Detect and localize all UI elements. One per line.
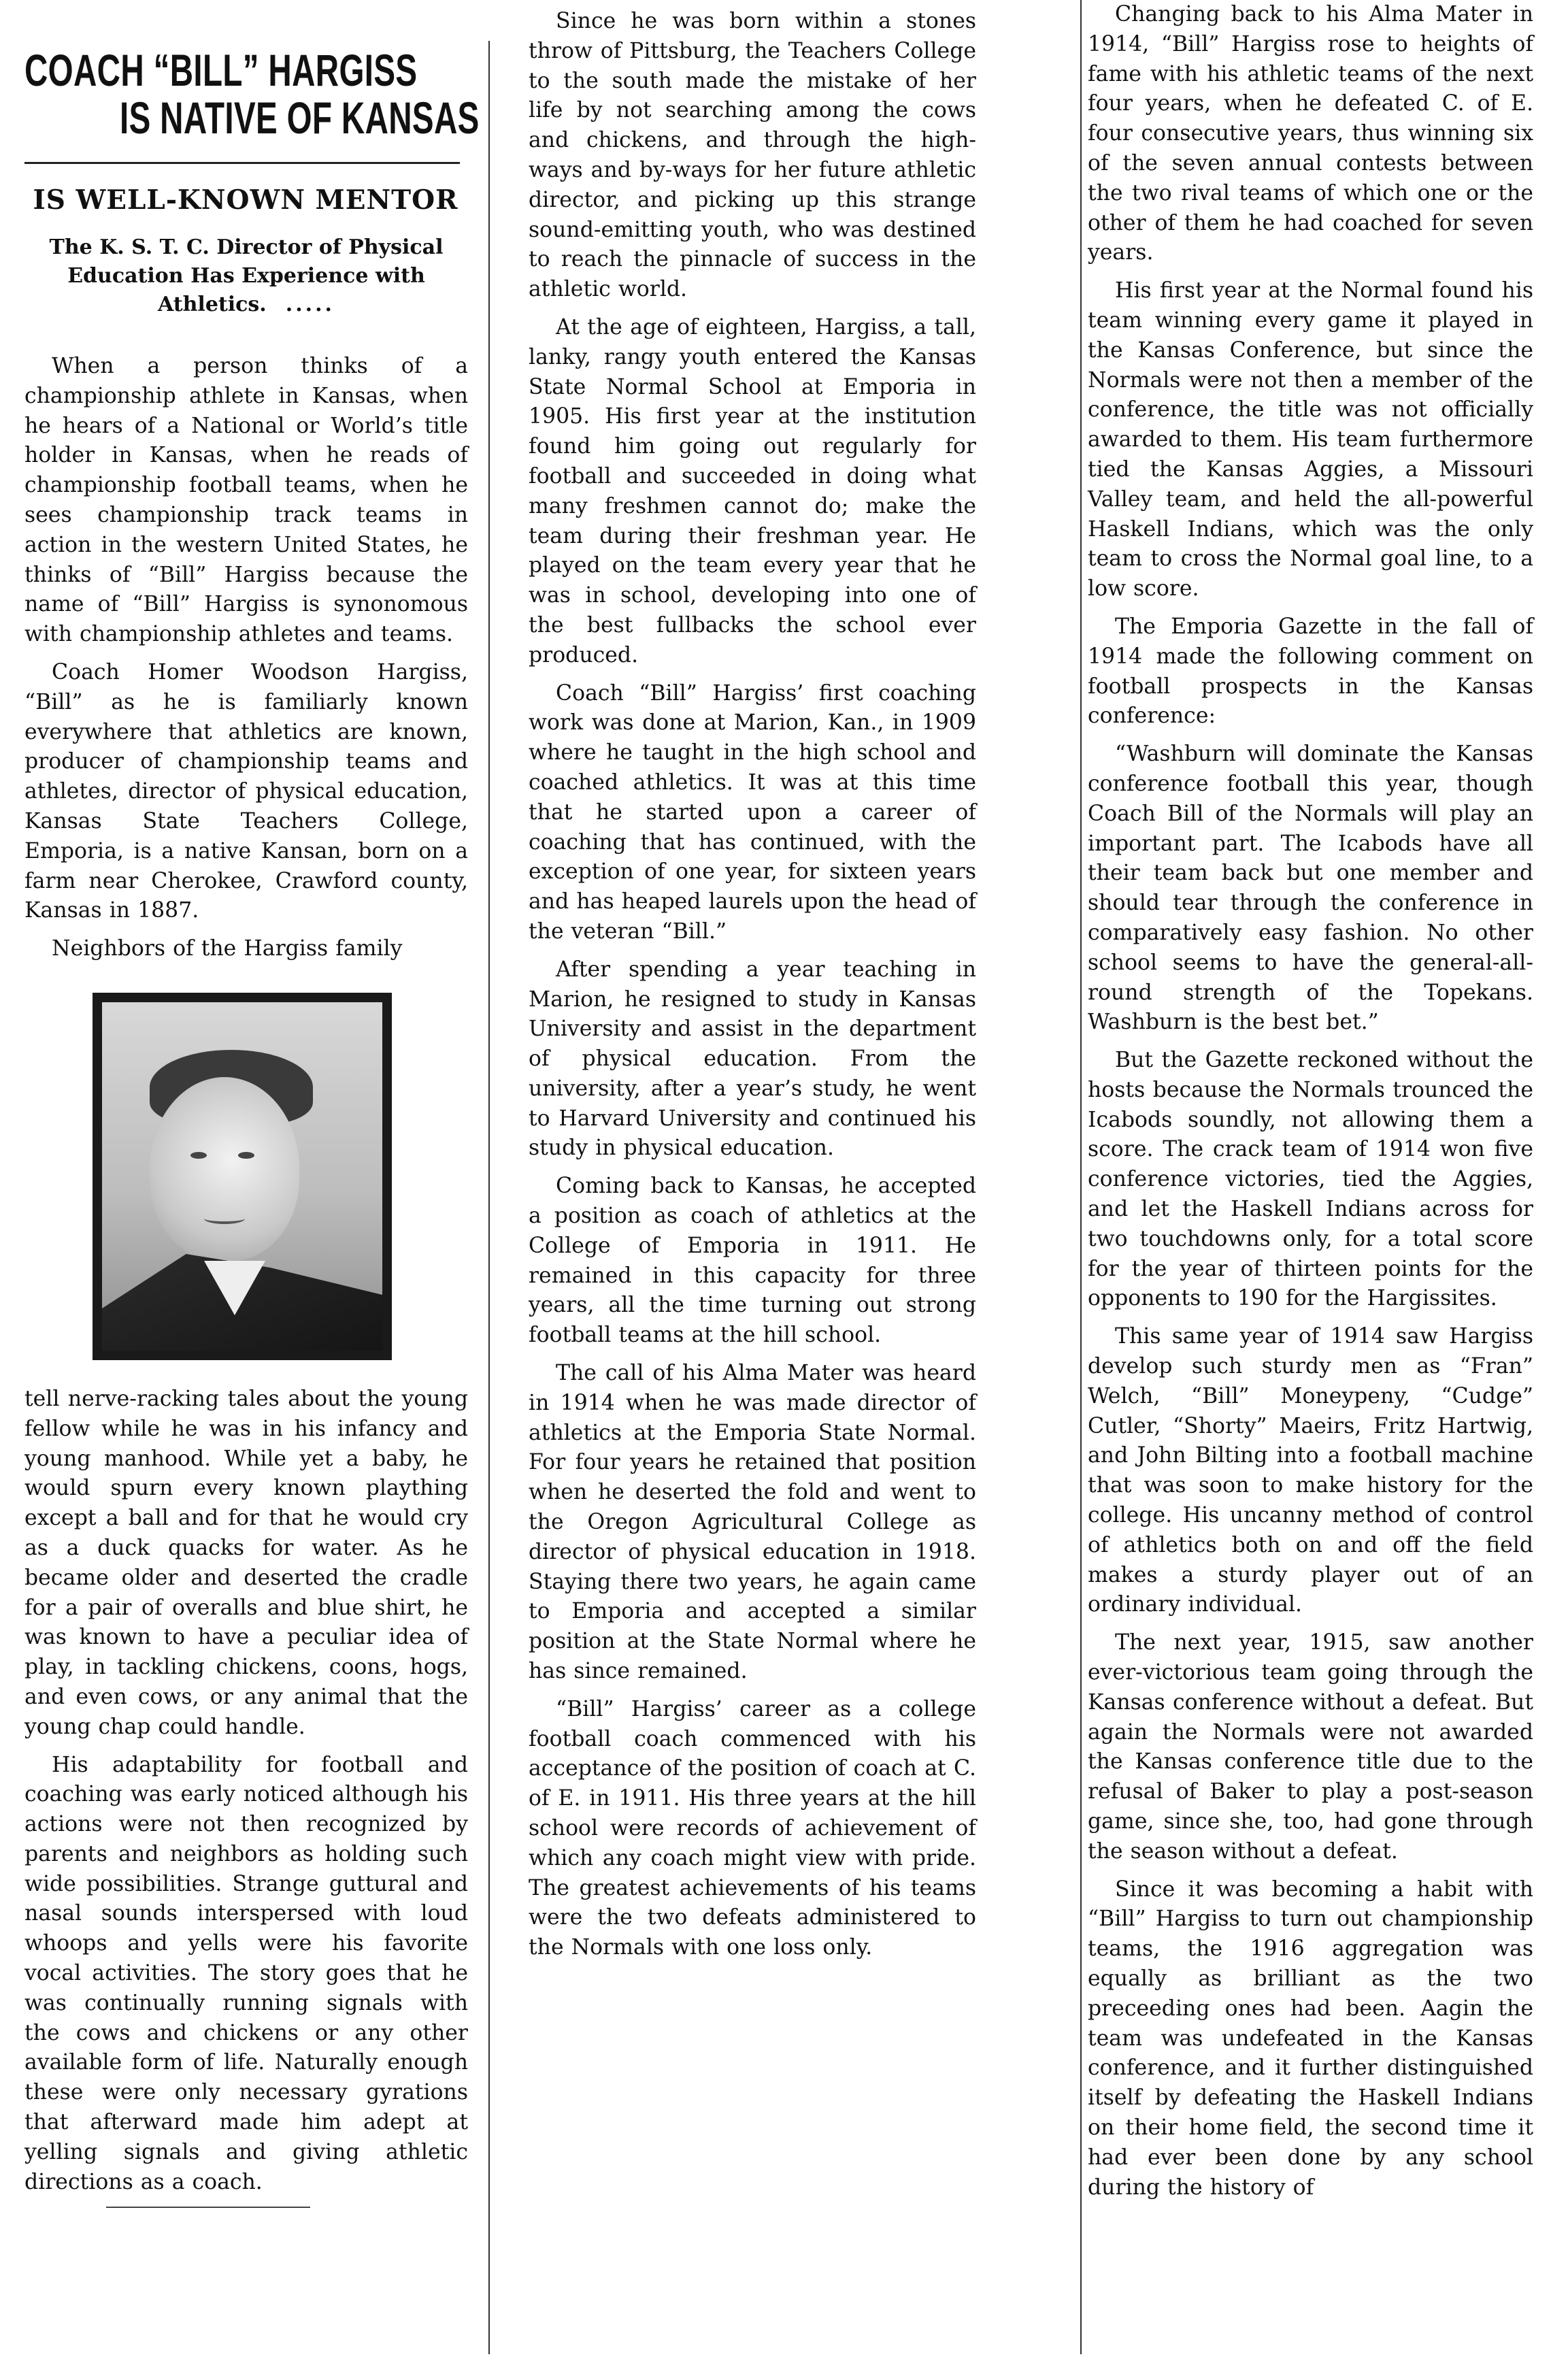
portrait-photo: [93, 993, 392, 1360]
column-1-body-bottom: [24, 1385, 468, 2198]
paragraph: This same year of 1914 saw Hargiss develop such sturdy men as “Fran” Welch, “Bill” Moneypeny, “Cudge” Cutler, “Shorty” Maeirs, Fritz Hartwig, and John Bilting into a football machine that was soon to make history for the college. His uncanny method of control of athletics both on and off the field makes a sturdy player out of an ordinary individual.: [1088, 1324, 1533, 1617]
paragraph: But the Gazette reckoned without the hosts because the Normals trounced the Icabods soundly, not allowing them a score. The crack team of 1914 won five conference victories, tied the Aggies, and let the Haskell Indians across for two touchdowns only, for a total score for the year of thirteen points for the opponents to 190 for the Hargissites.: [1088, 1048, 1533, 1311]
deck-dots: .....: [285, 293, 335, 316]
paragraph: At the age of eighteen, Hargiss, a tall, lanky, rangy youth entered the Kansas State Normal School at Emporia in 1905. His first year at the institution found him going out regularly for football and succeeded in doing what many freshmen cannot do; make the team during their freshman year. He played on the team every year that he was in school, developing into one of the best fullbacks the school ever produced.: [529, 314, 976, 667]
column-2-body: [529, 7, 976, 1963]
paragraph: Changing back to his Alma Mater in 1914, “Bill” Hargiss rose to heights of fame with his athletic teams of the next four years, when he defeated C. of E. four consecutive years, thus winning six of the seven annual contests between the two rival teams of which one or the other of them he had coached for seven years.: [1088, 2, 1533, 265]
headline-line-1: COACH “BILL” HARGISS: [24, 45, 418, 95]
column-1-end-rule: [106, 2207, 310, 2208]
headline-divider: [24, 162, 460, 164]
column-rule-1: [488, 41, 490, 2354]
paragraph: tell nerve-racking tales about the young fellow while he was in his infancy and young manhood. While yet a baby, he would spurn every known plaything except a ball and for that he would cry as a duck quacks for water. As he became older and deserted the cradle for a pair of overalls and blue shirt, he was known to have a peculiar idea of play, in tackling chickens, coons, hogs, and even cows, or any animal that the young chap could handle.: [24, 1386, 468, 1739]
paragraph: When a person thinks of a championship athlete in Kansas, when he hears of a National or World’s title holder in Kansas, when he reads of championship football teams, when he sees championship track teams in action in the western United States, he thinks of “Bill” Hargiss because the name of “Bill” Hargiss is synonomous with championship athletes and teams.: [24, 354, 468, 647]
headline-line-2: IS NATIVE OF KANSAS: [120, 93, 480, 143]
deck: [24, 233, 468, 319]
paragraph: After spending a year teaching in Marion, he resigned to study in Kansas University and assist in the department of physical education. From the university, after a year’s study, he went to Harvard University and continued his study in physical education.: [529, 957, 976, 1161]
column-rule-2: [1080, 0, 1082, 2354]
portrait-image: [102, 1002, 382, 1351]
paragraph: Coach “Bill” Hargiss’ first coaching work was done at Marion, Kan., in 1909 where he taught in the high school and coached athletics. It was at this time that he started upon a career of coaching that has continued, with the exception of one year, for sixteen years and has heaped laurels upon the head of the veteran “Bill.”: [529, 680, 976, 944]
paragraph: Neighbors of the Hargiss family: [52, 936, 403, 961]
paragraph: The next year, 1915, saw another ever-victorious team going through the Kansas conference without a defeat. But again the Normals were not awarded the Kansas conference title due to the refusal of Baker to play a post-season game, since she, too, had gone through the season without a defeat.: [1088, 1630, 1533, 1864]
column-1: [24, 0, 480, 2208]
paragraph: “Bill” Hargiss’ career as a college football coach commenced with his acceptance of the position of coach at C. of E. in 1911. His three years at the hill school were records of achievement of which any coach might view with pride. The greatest achievements of his teams were the two defeats administered to the Normals with one loss only.: [529, 1696, 976, 1960]
paragraph: His adaptability for football and coaching was early noticed although his actions were not then recognized by parents and neighbors as holding such wide possibilities. Strange guttural and nasal sounds interspersed with loud whoops and yells were his favorite vocal activities. The story goes that he was continually running signals with the cows and chickens or any other available form of life. Naturally enough these were only necessary gyrations that afterward made him adept at yelling signals and giving athletic directions as a coach.: [24, 1752, 468, 2194]
paragraph: The call of his Alma Mater was heard in 1914 when he was made director of athletics at the Emporia State Normal. For four years he retained that position when he deserted the fold and went to the Oregon Agricultural College as director of physical education in 1918. Staying there two years, he again came to Emporia and accepted a similar position at the State Normal where he has since remained.: [529, 1361, 976, 1684]
deck-text: The K. S. T. C. Director of Physical Education Has Experience with Athletics.: [49, 235, 444, 316]
paragraph: Since he was born within a stones throw of Pittsburg, the Teachers College to the south made the mistake of her life by not searching among the cows and chickens, and through the high-ways and by-ways for her future athletic director, and picking up this strange sound-emitting youth, who was destined to reach the pinnacle of success in the athletic world.: [529, 9, 976, 302]
subhead: IS WELL-KNOWN MENTOR: [33, 184, 458, 216]
column-1-body-top: [24, 352, 468, 964]
paragraph: The Emporia Gazette in the fall of 1914 made the following comment on football prospects in the Kansas conference:: [1088, 614, 1533, 729]
paragraph: Since it was becoming a habit with “Bill” Hargiss to turn out championship teams, the 1916 aggregation was equally as brilliant as the two preceeding ones had been. Aagin the team was undefeated in the Kansas conference, and it further distinguished itself by defeating the Haskell Indians on their home field, the second time it had ever been done by any school during the history of: [1088, 1877, 1533, 2200]
column-2: [529, 7, 976, 1963]
column-3-body: [1088, 0, 1533, 2202]
paragraph: Coming back to Kansas, he accepted a position as coach of athletics at the College of Emporia in 1911. He remained in this capacity for three years, all the time turning out strong football teams at the hill school.: [529, 1174, 976, 1348]
paragraph: His first year at the Normal found his team winning every game it played in the Kansas Conference, but since the Normals were not then a member of the conference, the title was not officially awarded to them. His team furthermore tied the Kansas Aggies, a Missouri Valley team, and held the all-powerful Haskell Indians, which was the only team to cross the Normal goal line, to a low score.: [1088, 278, 1533, 601]
column-3: [1088, 0, 1533, 2202]
paragraph: “Washburn will dominate the Kansas conference football this year, though Coach Bill of the Normals will play an important part. The Icabods have all their team back but one member and should tear through the conference in comparatively easy fashion. No other school seems to have the general-all-round strength of the Topekans. Washburn is the best bet.”: [1088, 742, 1533, 1035]
paragraph: Coach Homer Woodson Hargiss, “Bill” as he is familiarly known everywhere that athletics are known, producer of championship teams and athletes, director of physical education, Kansas State Teachers College, Emporia, is a native Kansan, born on a farm near Cherokee, Crawford county, Kansas in 1887.: [24, 659, 468, 923]
